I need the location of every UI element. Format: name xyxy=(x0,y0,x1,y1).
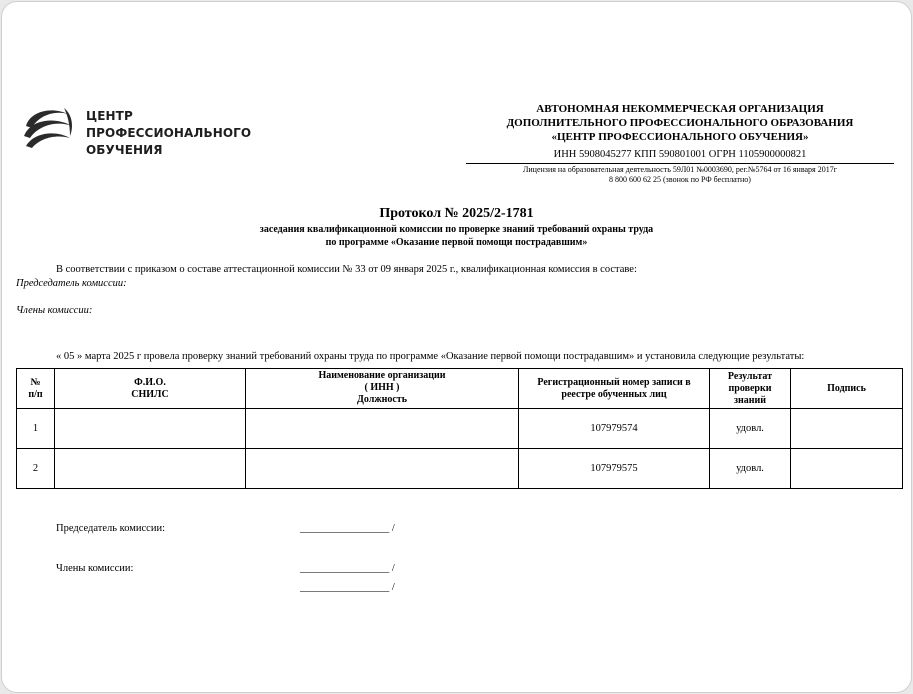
header-result: Результат проверки знаний xyxy=(710,369,791,409)
subtitle-line-2: по программе «Оказание первой помощи пострадавшим» xyxy=(325,237,588,248)
org-requisites: ИНН 5908045277 КПП 590801001 ОГРН 1105900000821 xyxy=(466,148,894,164)
logo-wordmark xyxy=(86,108,251,159)
organization-name xyxy=(470,102,890,144)
logo-line-2: ПРОФЕССИОНАЛЬНОГО xyxy=(86,126,252,140)
cell-fio xyxy=(55,409,246,449)
signature-chairman-line: _________________ / xyxy=(300,523,395,534)
signature-member-line-2: _________________ / xyxy=(300,582,395,593)
table-row xyxy=(17,449,903,489)
results-table xyxy=(16,368,903,489)
members-label: Члены комиссии: xyxy=(16,305,93,316)
header-fio: Ф.И.О. СНИЛС xyxy=(55,369,246,409)
protocol-page xyxy=(10,22,903,687)
chairman-label: Председатель комиссии: xyxy=(16,278,127,289)
cell-registry-number: 107979574 xyxy=(519,409,710,449)
table-row xyxy=(17,409,903,449)
org-line-2: ДОПОЛНИТЕЛЬНОГО ПРОФЕССИОНАЛЬНОГО ОБРАЗОВАНИЯ xyxy=(506,117,854,129)
logo-line-3: ОБУЧЕНИЯ xyxy=(86,143,163,157)
signature-chairman-label: Председатель комиссии: xyxy=(56,523,165,534)
cell-signature xyxy=(791,409,903,449)
header-signature: Подпись xyxy=(791,369,903,409)
header-registry-number: Регистрационный номер записи в реестре обученных лиц xyxy=(519,369,710,409)
cell-signature xyxy=(791,449,903,489)
org-license xyxy=(470,165,890,185)
org-line-3: «ЦЕНТР ПРОФЕССИОНАЛЬНОГО ОБУЧЕНИЯ» xyxy=(551,131,809,143)
org-line-1: АВТОНОМНАЯ НЕКОММЕРЧЕСКАЯ ОРГАНИЗАЦИЯ xyxy=(536,103,824,115)
cell-number: 2 xyxy=(17,449,55,489)
table-header-row xyxy=(17,369,903,409)
logo-line-1: ЦЕНТР xyxy=(86,109,133,123)
statement-paragraph: « 05 » марта 2025 г провела проверку знаний требований охраны труда по программе «Оказание первой помощи пострадавшим» и установила следующие результаты: xyxy=(56,351,805,362)
cell-result: удовл. xyxy=(710,409,791,449)
subtitle-line-1: заседания квалификационной комиссии по проверке знаний требований охраны труда xyxy=(259,224,654,235)
protocol-title: Протокол № 2025/2-1781 xyxy=(379,206,534,221)
company-logo-icon xyxy=(20,102,76,158)
intro-paragraph: В соответствии с приказом о составе аттестационной комиссии № 33 от 09 января 2025 г., квалификационная комиссия в составе: xyxy=(56,264,637,275)
cell-organization xyxy=(246,449,519,489)
header-number: № п/п xyxy=(17,369,55,409)
document-frame xyxy=(1,1,912,693)
cell-registry-number: 107979575 xyxy=(519,449,710,489)
signature-members-label: Члены комиссии: xyxy=(56,563,134,574)
cell-organization xyxy=(246,409,519,449)
cell-number: 1 xyxy=(17,409,55,449)
protocol-subtitle xyxy=(10,223,903,249)
cell-fio xyxy=(55,449,246,489)
phone-text: 8 800 600 62 25 (звонок по РФ бесплатно) xyxy=(609,175,751,184)
header-organization: Наименование организации ( ИНН ) Должность xyxy=(246,369,519,409)
cell-result: удовл. xyxy=(710,449,791,489)
signature-member-line-1: _________________ / xyxy=(300,563,395,574)
license-text: Лицензия на образовательная деятельность 59Л01 №0003690, рег.№5764 от 16 января 2017г xyxy=(522,165,838,174)
